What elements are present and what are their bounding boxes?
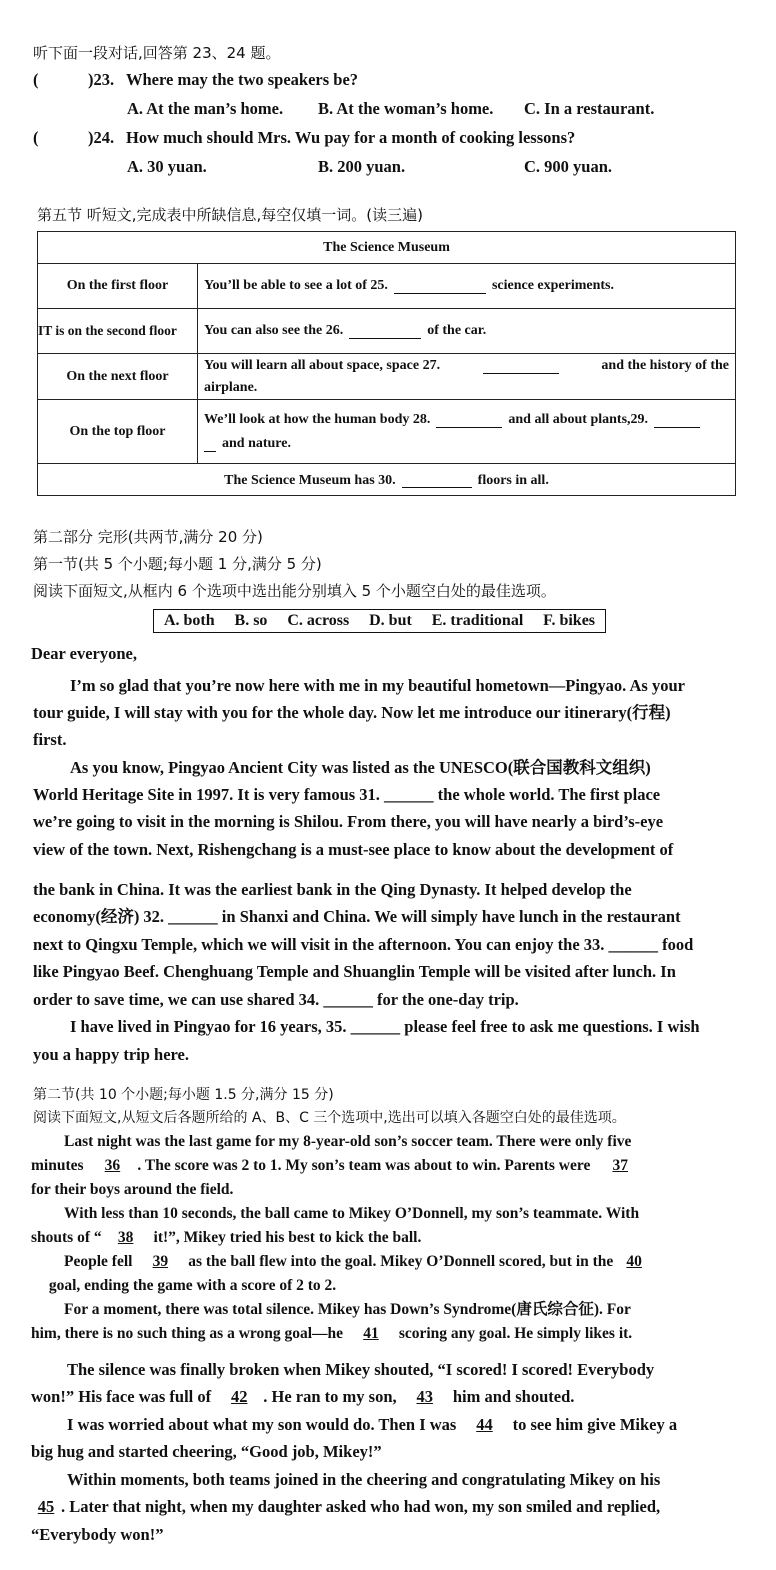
story-line: 45 . Later that night, when my daughter asked who had won, my son smiled and replied, bbox=[31, 1493, 660, 1521]
story-line: won!” His face was full of 42 . He ran to my son, 43 him and shouted. bbox=[31, 1383, 574, 1411]
table-row bbox=[38, 354, 735, 400]
floor-label: IT is on the second floor bbox=[38, 309, 198, 353]
sec1-instruction: 阅读下面短文,从框内 6 个选项中选出能分别填入 5 个小题空白处的最佳选项。 bbox=[33, 582, 556, 600]
floor-label: On the first floor bbox=[38, 264, 198, 308]
row-text: airplane. bbox=[204, 380, 258, 395]
sec2-instruction: 阅读下面短文,从短文后各题所给的 A、B、C 三个选项中,选出可以填入各题空白处的最佳选项。 bbox=[33, 1110, 626, 1126]
story-line: for their boys around the field. bbox=[31, 1181, 234, 1198]
story-line: “Everybody won!” bbox=[31, 1525, 164, 1544]
story-line: People fell 39 as the ball flew into the goal. Mikey O’Donnell scored, but in the 40 bbox=[64, 1250, 651, 1274]
row-text: You will learn all about space, space 27. bbox=[204, 358, 441, 373]
letter-line: like Pingyao Beef. Chenghuang Temple and Shuanglin Temple will be visited after lunch. In bbox=[33, 962, 676, 981]
blank-43[interactable]: 43 bbox=[416, 1387, 433, 1406]
blank-45[interactable]: 45 bbox=[37, 1497, 55, 1516]
q24-option-b: B. 200 yuan. bbox=[318, 157, 406, 176]
blank-42[interactable]: 42 bbox=[231, 1387, 248, 1406]
option-b: B. so bbox=[234, 612, 268, 629]
letter-line: As you know, Pingyao Ancient City was listed as the UNESCO(联合国教科文组织) bbox=[70, 758, 651, 777]
q24-option-a: A. 30 yuan. bbox=[127, 157, 207, 176]
letter-line: first. bbox=[33, 730, 67, 749]
blank-30[interactable] bbox=[402, 473, 472, 488]
sec2-heading: 第二节(共 10 个小题;每小题 1.5 分,满分 15 分) bbox=[33, 1087, 334, 1103]
blank-36[interactable]: 36 bbox=[104, 1157, 121, 1174]
row-text: of the car. bbox=[427, 323, 487, 338]
row-text: You can also see the 26. bbox=[204, 323, 344, 338]
blank-28[interactable] bbox=[436, 413, 502, 428]
story-line: minutes 36 . The score was 2 to 1. My son’s team was about to win. Parents were 37 bbox=[31, 1154, 646, 1178]
blank-29-cont bbox=[204, 437, 216, 452]
option-f: F. bikes bbox=[543, 612, 596, 629]
story-line: him, there is no such thing as a wrong goal—he 41 scoring any goal. He simply likes it. bbox=[31, 1322, 632, 1346]
story-line: The silence was finally broken when Mikey shouted, “I scored! I scored! Everybody bbox=[67, 1360, 655, 1379]
sec1-heading: 第一节(共 5 个小题;每小题 1 分,满分 5 分) bbox=[33, 555, 322, 573]
story-line: With less than 10 seconds, the ball came to Mikey O’Donnell, my son’s teammate. With bbox=[64, 1205, 640, 1222]
options-box bbox=[153, 609, 606, 633]
table-title: The Science Museum bbox=[323, 239, 450, 255]
q24-option-c: C. 900 yuan. bbox=[524, 157, 613, 176]
table-row bbox=[38, 264, 735, 309]
q23-paren: ( bbox=[33, 70, 39, 89]
letter-line: order to save time, we can use shared 34. ______ for the one-day trip. bbox=[33, 990, 519, 1009]
letter-line: the bank in China. It was the earliest bank in the Qing Dynasty. It helped develop the bbox=[33, 880, 632, 899]
story-line: I was worried about what my son would do. Then I was 44 to see him give Mikey a bbox=[67, 1411, 677, 1439]
listening-intro: 听下面一段对话,回答第 23、24 题。 bbox=[33, 44, 281, 62]
blank-29[interactable] bbox=[654, 413, 700, 428]
blank-39[interactable]: 39 bbox=[152, 1253, 169, 1270]
option-d: D. but bbox=[369, 612, 412, 629]
letter-line: I’m so glad that you’re now here with me in my beautiful hometown—Pingyao. As your bbox=[70, 676, 685, 695]
q24-paren: ( bbox=[33, 128, 39, 147]
q23-number: )23. bbox=[88, 70, 115, 89]
letter-line: economy(经济) 32. ______ in Shanxi and China. We will simply have lunch in the restaurant bbox=[33, 907, 681, 926]
footer-text: The Science Museum has 30. bbox=[224, 472, 396, 488]
q24-text: How much should Mrs. Wu pay for a month of cooking lessons? bbox=[126, 128, 576, 147]
blank-38[interactable]: 38 bbox=[117, 1229, 134, 1246]
letter-line: we’re going to visit in the morning is Shilou. From there, you will have nearly a bird’s-eye bbox=[33, 812, 664, 831]
story-line: Within moments, both teams joined in the cheering and congratulating Mikey on his bbox=[67, 1470, 661, 1489]
story-line: Last night was the last game for my 8-year-old son’s soccer team. There were only five bbox=[64, 1133, 632, 1150]
row-text: You’ll be able to see a lot of 25. bbox=[204, 278, 388, 293]
letter-line: I have lived in Pingyao for 16 years, 35. ______ please feel free to ask me questions. I wish bbox=[70, 1017, 700, 1036]
blank-37[interactable]: 37 bbox=[612, 1157, 628, 1174]
story-line: goal, ending the game with a score of 2 to 2. bbox=[48, 1277, 337, 1294]
letter-line: view of the town. Next, Rishengchang is a must-see place to know about the development of bbox=[33, 840, 674, 859]
table-row bbox=[38, 400, 735, 464]
row-text: We’ll look at how the human body 28. bbox=[204, 412, 431, 427]
q24-number: )24. bbox=[88, 128, 115, 147]
letter-line: next to Qingxu Temple, which we will visit in the afternoon. You can enjoy the 33. ______ food bbox=[33, 935, 694, 954]
blank-25[interactable] bbox=[394, 279, 486, 294]
letter-line: World Heritage Site in 1997. It is very famous 31. ______ the whole world. The first place bbox=[33, 785, 661, 804]
table-title-row bbox=[38, 232, 735, 264]
story-line: For a moment, there was total silence. Mikey has Down’s Syndrome(唐氏综合征). For bbox=[64, 1301, 631, 1318]
option-a: A. both bbox=[163, 612, 215, 629]
footer-text: floors in all. bbox=[477, 472, 549, 488]
table-row bbox=[38, 309, 735, 354]
q23-text: Where may the two speakers be? bbox=[126, 70, 359, 89]
floor-label: On the top floor bbox=[38, 400, 198, 463]
row-text: and the history of the bbox=[601, 358, 729, 373]
q23-option-b: B. At the woman’s home. bbox=[318, 99, 494, 118]
story-line: shouts of “ 38 it!”, Mikey tried his best to kick the ball. bbox=[31, 1226, 421, 1250]
science-museum-table bbox=[37, 231, 736, 496]
story-line: big hug and started cheering, “Good job, Mikey!” bbox=[31, 1442, 382, 1461]
blank-44[interactable]: 44 bbox=[476, 1415, 493, 1434]
table-footer-row bbox=[38, 464, 735, 497]
letter-greeting: Dear everyone, bbox=[31, 644, 137, 663]
option-c: C. across bbox=[287, 612, 350, 629]
part2-heading: 第二部分 完形(共两节,满分 20 分) bbox=[33, 528, 263, 546]
floor-label: On the next floor bbox=[38, 354, 198, 399]
blank-26[interactable] bbox=[349, 324, 421, 339]
blank-41[interactable]: 41 bbox=[363, 1325, 379, 1342]
letter-line: you a happy trip here. bbox=[33, 1045, 190, 1064]
q23-option-c: C. In a restaurant. bbox=[524, 99, 655, 118]
letter-line: tour guide, I will stay with you for the whole day. Now let me introduce our itinerary(行程) bbox=[33, 703, 671, 722]
option-e: E. traditional bbox=[431, 612, 524, 629]
row-text: and nature. bbox=[222, 436, 291, 451]
row-text: and all about plants,29. bbox=[508, 412, 649, 427]
q23-option-a: A. At the man’s home. bbox=[127, 99, 284, 118]
section5-heading: 第五节 听短文,完成表中所缺信息,每空仅填一词。(读三遍) bbox=[37, 206, 424, 224]
blank-40[interactable]: 40 bbox=[626, 1253, 642, 1270]
row-text: science experiments. bbox=[491, 278, 615, 293]
blank-27[interactable] bbox=[483, 359, 559, 374]
